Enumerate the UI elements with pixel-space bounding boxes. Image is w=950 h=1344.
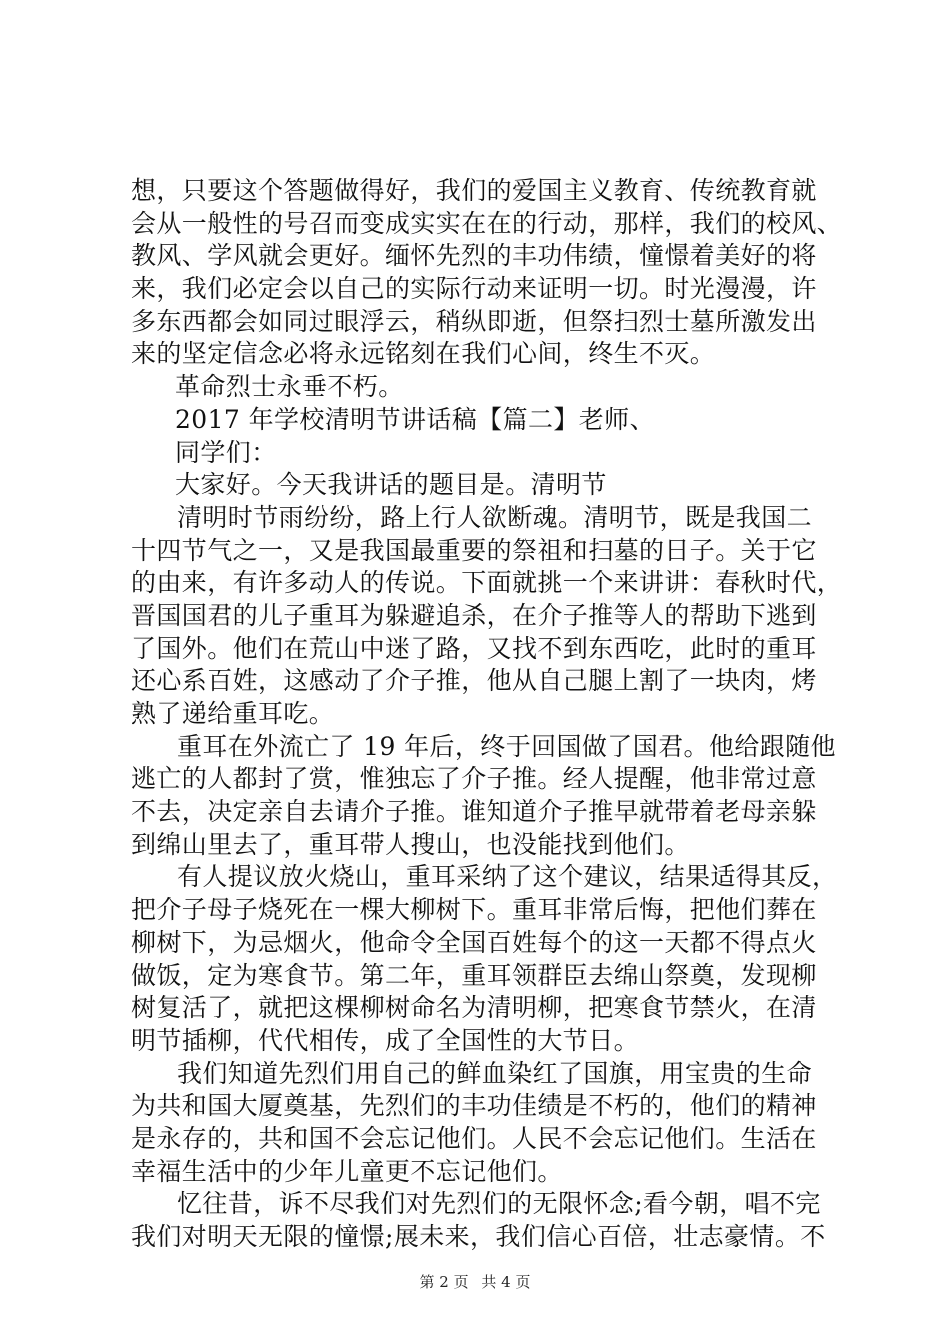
text-line: 了国外。他们在荒山中迷了路，又找不到东西吃，此时的重耳: [131, 633, 817, 663]
text-line: 把介子母子烧死在一棵大柳树下。重耳非常后悔，把他们葬在: [131, 895, 817, 925]
page-number: 第 2 页: [419, 1273, 469, 1291]
text-line: 不去，决定亲自去请介子推。谁知道介子推早就带着老母亲躲: [131, 797, 817, 827]
text-line: 来的坚定信念必将永远铭刻在我们心间，终生不灭。: [131, 339, 716, 369]
document-body: [131, 175, 843, 1254]
text-line: 我们知道先烈们用自己的鲜血染红了国旗，用宝贵的生命: [177, 1058, 813, 1088]
text-line: 重耳在外流亡了 19 年后，终于回国做了国君。他给跟随他: [177, 731, 836, 761]
text-line: 想，只要这个答题做得好，我们的爱国主义教育、传统教育就: [131, 176, 817, 205]
text-line: 为共和国大厦奠基，先烈们的丰功佳绩是不朽的，他们的精神: [131, 1091, 817, 1121]
page-total: 共 4 页: [481, 1273, 531, 1291]
text-line: 革命烈士永垂不朽。: [175, 372, 404, 402]
text-line: 还心系百姓，这感动了介子推，他从自己腿上割了一块肉，烤: [131, 666, 817, 696]
text-line: 是永存的，共和国不会忘记他们。人民不会忘记他们。生活在: [131, 1123, 817, 1153]
text-line: 柳树下，为忌烟火，他命令全国百姓每个的这一天都不得点火: [131, 927, 817, 957]
text-line: 有人提议放火烧山，重耳采纳了这个建议，结果适得其反，: [177, 862, 838, 892]
section-heading: 2017 年学校清明节讲话稿【篇二】老师、: [175, 404, 655, 434]
text-line: 幸福生活中的少年儿童更不忘记他们。: [131, 1156, 563, 1186]
page-footer: [0, 1272, 950, 1292]
text-line: 多东西都会如同过眼浮云，稍纵即逝，但祭扫烈士墓所激发出: [131, 306, 817, 336]
text-line: 明节插柳，代代相传，成了全国性的大节日。: [131, 1025, 640, 1055]
text-line: 到绵山里去了，重耳带人搜山，也没能找到他们。: [131, 829, 690, 859]
text-line: 逃亡的人都封了赏，惟独忘了介子推。经人提醒，他非常过意: [131, 764, 817, 794]
text-line: 做饭，定为寒食节。第二年，重耳领群臣去绵山祭奠，发现柳: [131, 960, 817, 990]
text-line: 清明时节雨纷纷，路上行人欲断魂。清明节，既是我国二: [177, 502, 813, 532]
text-line: 十四节气之一，又是我国最重要的祭祖和扫墓的日子。关于它: [131, 535, 817, 565]
text-line: 同学们：: [175, 437, 277, 467]
text-line: 忆往昔，诉不尽我们对先烈们的无限怀念;看今朝，唱不完: [177, 1189, 821, 1219]
text-line: 我们对明天无限的憧憬;展未来，我们信心百倍，壮志豪情。不: [131, 1222, 826, 1251]
text-line: 教风、学风就会更好。缅怀先烈的丰功伟绩，憧憬着美好的将: [131, 241, 817, 271]
text-line: 大家好。今天我讲话的题目是。清明节: [175, 470, 607, 500]
text-line: 晋国国君的儿子重耳为躲避追杀，在介子推等人的帮助下逃到: [131, 600, 817, 630]
text-line: 来，我们必定会以自己的实际行动来证明一切。时光漫漫，许: [131, 274, 817, 304]
text-line: 熟了递给重耳吃。: [131, 699, 335, 728]
text-line: 树复活了，就把这棵柳树命名为清明柳，把寒食节禁火，在清: [131, 993, 817, 1023]
text-line: 会从一般性的号召而变成实实在在的行动，那样，我们的校风、: [131, 208, 843, 238]
text-line: 的由来，有许多动人的传说。下面就挑一个来讲讲：春秋时代，: [131, 568, 843, 598]
